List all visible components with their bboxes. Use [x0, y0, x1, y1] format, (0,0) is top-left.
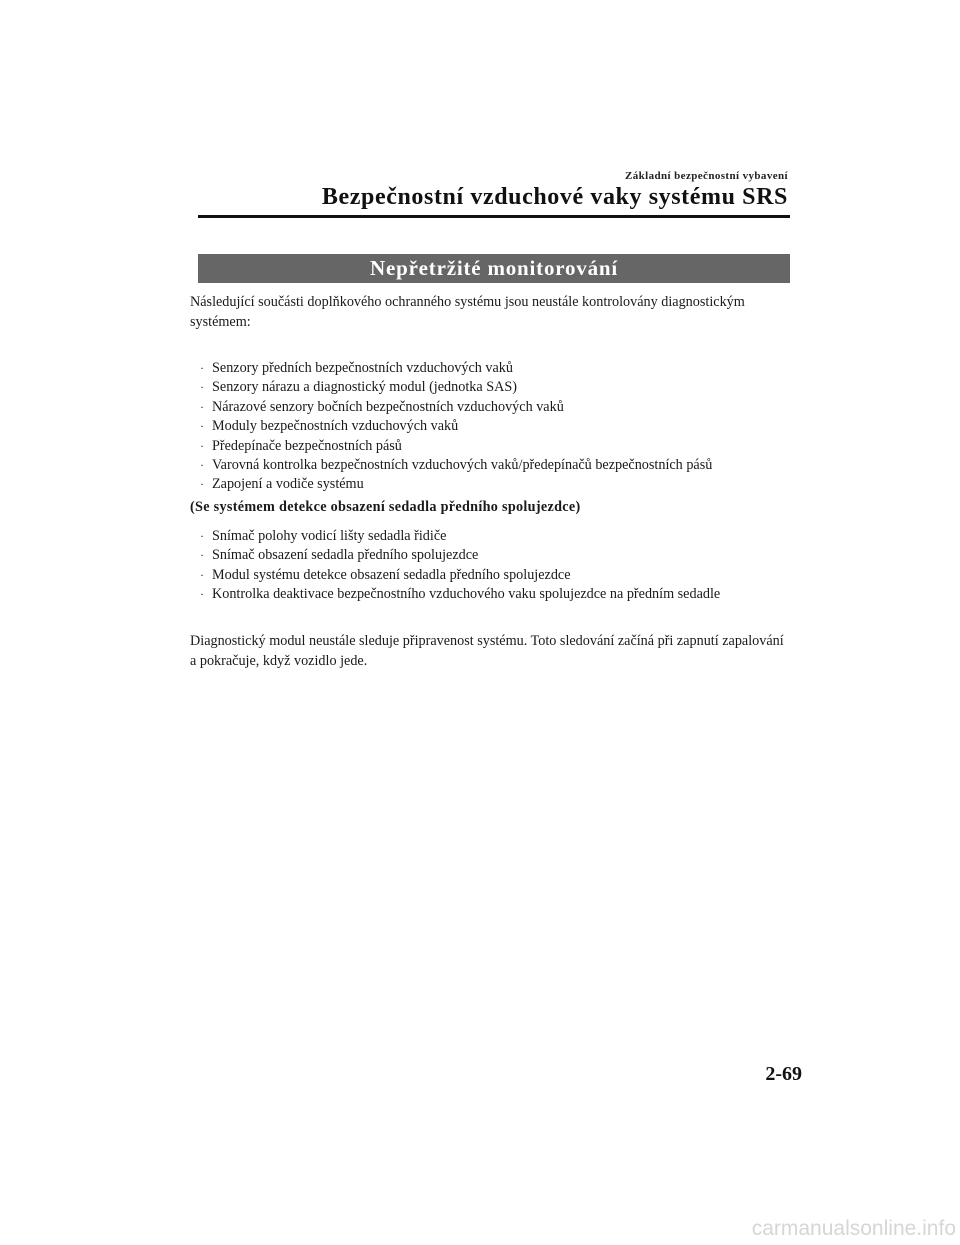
- closing-paragraph: Diagnostický modul neustále sleduje připravenost systému. Toto sledování začíná při zapnutí zapalování a pokračuje, když vozidlo jede.: [190, 633, 784, 669]
- list-item: [200, 417, 800, 436]
- chapter-label: Základní bezpečnostní vybavení: [625, 170, 788, 182]
- list-item-text: Senzory nárazu a diagnostický modul (jednotka SAS): [212, 379, 517, 396]
- list-item-text: Snímač polohy vodicí lišty sedadla řidiče: [212, 528, 447, 544]
- list-item-text: Varovná kontrolka bezpečnostních vzduchových vaků/předepínačů bezpečnostních pásů: [212, 457, 713, 474]
- list-item-text: Předepínače bezpečnostních pásů: [212, 437, 402, 454]
- list-item-text: Nárazové senzory bočních bezpečnostních vzduchových vaků: [212, 398, 564, 415]
- bullet-icon: ·: [200, 587, 204, 602]
- list-item-text: Snímač obsazení sedadla předního spolujezdce: [212, 547, 479, 564]
- list-item: [200, 527, 800, 546]
- bullet-icon: ·: [200, 361, 204, 375]
- list-item-text: Senzory předních bezpečnostních vzduchových vaků: [212, 360, 513, 376]
- bullet-icon: ·: [200, 548, 204, 563]
- occupant-detection-list: [200, 527, 800, 605]
- header-rule: [198, 215, 790, 218]
- bullet-icon: ·: [200, 438, 204, 453]
- bullet-icon: ·: [200, 458, 204, 473]
- section-banner: Nepřetržité monitorování: [198, 254, 790, 283]
- page-number: 2-69: [765, 1063, 802, 1085]
- bullet-icon: ·: [200, 419, 204, 434]
- watermark-text: carmanualsonline.info: [751, 1217, 956, 1240]
- list-item: [200, 456, 800, 475]
- list-item: [200, 585, 800, 604]
- bullet-icon: ·: [200, 529, 204, 543]
- intro-paragraph: Následující součásti doplňkového ochranného systému jsou neustále kontrolovány diagnostickým systémem:: [190, 294, 745, 330]
- component-list: [200, 359, 800, 495]
- list-item: [200, 437, 800, 456]
- bullet-icon: ·: [200, 567, 204, 582]
- list-item: [200, 378, 800, 397]
- list-item: [200, 359, 800, 378]
- bullet-icon: ·: [200, 477, 204, 492]
- list-item: [200, 546, 800, 565]
- subheading: (Se systémem detekce obsazení sedadla předního spolujezdce): [190, 499, 581, 515]
- bullet-icon: ·: [200, 380, 204, 395]
- list-item-text: Modul systému detekce obsazení sedadla předního spolujezdce: [212, 566, 571, 583]
- section-title: Bezpečnostní vzduchové vaky systému SRS: [321, 184, 788, 210]
- list-item: [200, 566, 800, 585]
- list-item-text: Zapojení a vodiče systému: [212, 476, 364, 493]
- list-item-text: Moduly bezpečnostních vzduchových vaků: [212, 418, 459, 435]
- list-item: [200, 475, 800, 494]
- bullet-icon: ·: [200, 399, 204, 414]
- list-item: [200, 398, 800, 417]
- list-item-text: Kontrolka deaktivace bezpečnostního vzduchového vaku spolujezdce na předním sedadle: [212, 586, 721, 603]
